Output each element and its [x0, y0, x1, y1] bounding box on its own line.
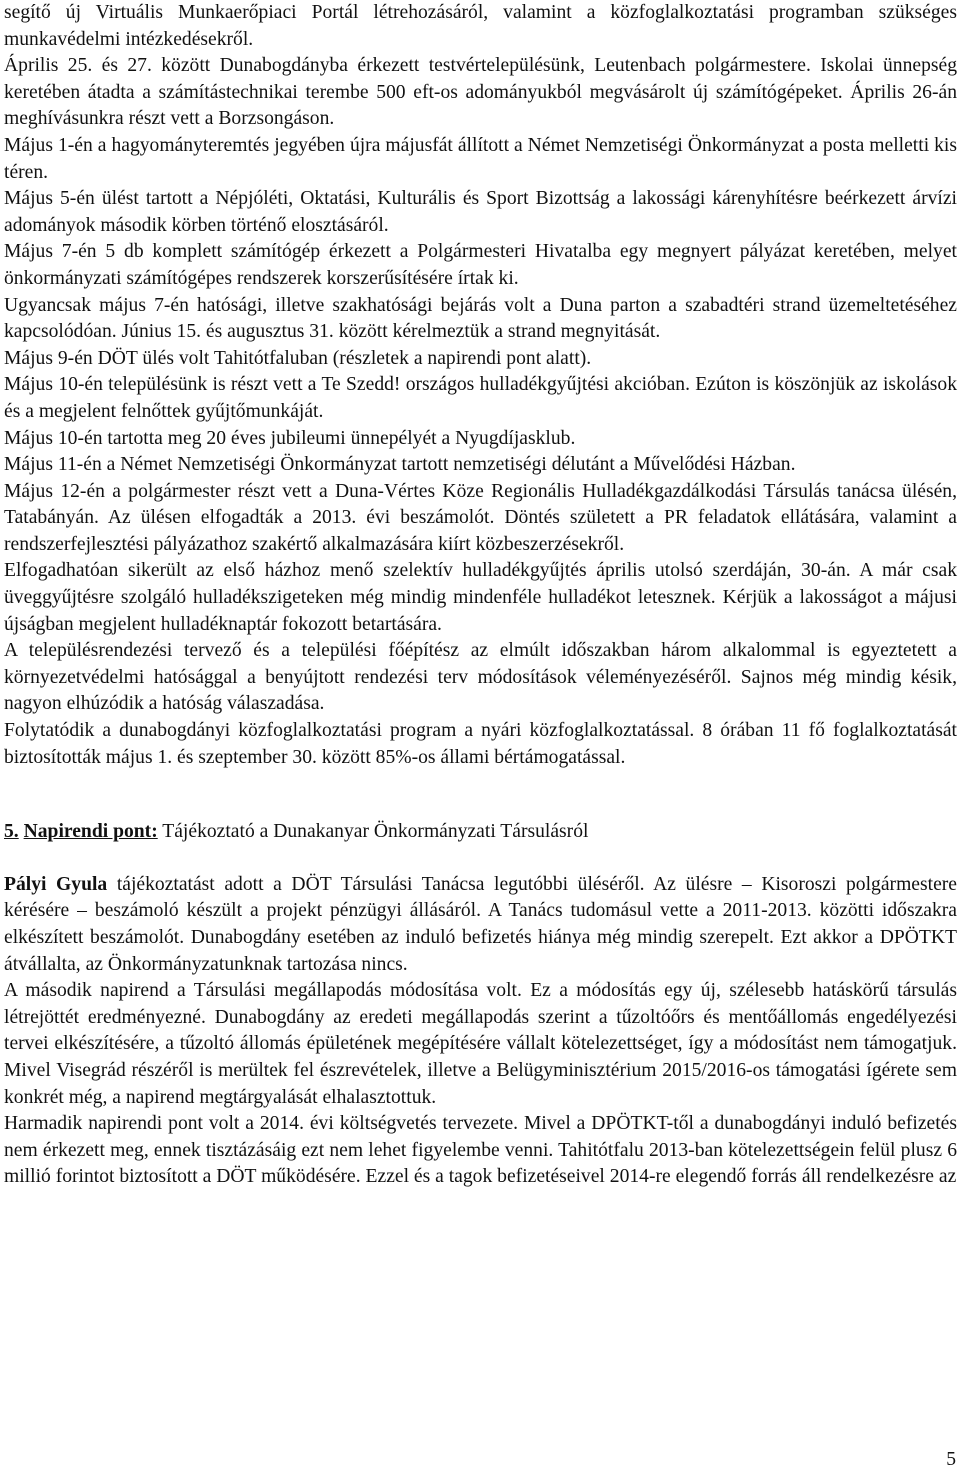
paragraph: Elfogadhatóan sikerült az első házhoz menő szelektív hulladékgyűjtés április utolsó szerdáján, 30-án. A már csak üveggyűjtésre szolgáló hulladékszigeteken még mindig mindenféle hulladékot letesznek. Kérjük a lakosságot a májusi újságban megjelent hulladéknaptár fokozott betartására. [4, 560, 957, 635]
section-number: 5. [4, 821, 19, 843]
section-title: Tájékoztató a Dunakanyar Önkormányzati Társulásról [157, 821, 589, 843]
section-heading [4, 819, 957, 846]
paragraph: Május 5-én ülést tartott a Népjóléti, Oktatási, Kulturális és Sport Bizottság a lakossági kárenyhítésre beérkezett árvízi adományok második körben történő elosztásáról. [4, 188, 957, 236]
paragraph: Május 1-én a hagyományteremtés jegyében újra májusfát állított a Német Nemzetiségi Önkormányzat a posta melletti kis téren. [4, 134, 957, 183]
paragraph: A településrendezési tervező és a települési főépítész az elmúlt időszakban három alkalommal is egyeztetett a környezetvédelmi hatósággal a benyújtott rendezési terv módosítások véleményezéséről. Sajnos még mindig késik, nagyon elhúzódik a hatóság válaszadása. [4, 640, 957, 715]
spacer [4, 771, 957, 797]
paragraph: Május 9-én DÖT ülés volt Tahitótfaluban (részletek a napirendi pont alatt). [4, 347, 592, 369]
paragraph: A második napirend a Társulási megállapodás módosítása volt. Ez a módosítás egy új, szélesebb hatáskörű társulás létrejöttét eredményezné. Dunabogdány az eredeti megállapodás szerint a tűzoltóőrs és mentőállomás engedélyezési tervei elkészítésére, a tűzoltó állomás épületének megépítésére vállalt kötelezettséget, így a módosítást nem támogatjuk. Mivel Visegrád részéről is merültek fel észrevételek, illetve a Belügyminisztérium 2015/2016-os támogatási ígérete sem konkrét még, a napirend megtárgyalását elhalasztottuk. [4, 980, 957, 1108]
speaker-name: Pályi Gyula [4, 873, 108, 895]
document-page [4, 0, 957, 1191]
paragraph: Május 11-én a Német Nemzetiségi Önkormányzat tartott nemzetiségi délutánt a Művelődési Házban. [4, 454, 796, 476]
paragraph: Április 25. és 27. között Dunabogdányba érkezett testvértelepülésünk, Leutenbach polgármestere. Iskolai ünnepség keretében átadta a számítástechnikai terembe 500 eft-os adományukból megvásárolt új számítógépeket. Április 26-án meghívásunkra részt vett a Borzsongáson. [4, 55, 957, 130]
spacer [4, 797, 957, 819]
speaker-text: tájékoztatást adott a DÖT Társulási Tanácsa legutóbbi üléséről. Az ülésre – Kisoroszi polgármestere kérésére – beszámoló készült a projekt pénzügyi állásáról. A Tanács tudomásul vette a 2011-2013. közötti időszakra elkészített beszámolót. Dunabogdány esetében az induló befizetés hiánya még mindig szerepelt. Ezt akkor a DPÖTKT átvállalta, az Önkormányzatunknak tartozása nincs. [4, 873, 957, 975]
paragraph: Harmadik napirendi pont volt a 2014. évi költségvetés tervezete. Mivel a DPÖTKT-től a dunabogdányi induló befizetés nem érkezett meg, ennek tisztázásáig ezt nem lehet figyelembe venni. Tahitótfalu 2013-ban kötelezettségein felül plusz 6 millió forintot biztosított a DÖT működésére. Ezzel és a tagok befizetéseivel 2014-re elegendő forrás áll rendelkezésre az [4, 1113, 957, 1188]
page-number: 5 [946, 1449, 956, 1470]
paragraph: Ugyancsak május 7-én hatósági, illetve szakhatósági bejárás volt a Duna parton a szabadtéri strand üzemeltetéséhez kapcsolódóan. Június 15. és augusztus 31. között kérelmeztük a strand megnyitását. [4, 294, 957, 343]
paragraph: Május 10-én tartotta meg 20 éves jubileumi ünnepélyét a Nyugdíjasklub. [4, 427, 576, 449]
paragraph: Folytatódik a dunabogdányi közfoglalkoztatási program a nyári közfoglalkoztatással. 8 órában 11 fő foglalkoztatását biztosították május 1. és szeptember 30. között 85%-os állami bértámogatással. [4, 720, 957, 768]
paragraph: Május 12-én a polgármester részt vett a Duna-Vértes Köze Regionális Hulladékgazdálkodási Társulás tanácsa ülésén, Tatabányán. Az ülésen elfogadták a 2013. évi beszámolót. Döntés született a PR feladatok ellátására, valamint a rendszerfejlesztési pályázathoz szakértő alkalmazására kiírt közbeszerzésekről. [4, 480, 957, 555]
paragraph: segítő új Virtuális Munkaerőpiaci Portál létrehozásáról, valamint a közfoglalkoztatási programban szükséges munkavédelmi intézkedésekről. [4, 2, 957, 50]
paragraph: Május 10-én településünk is részt vett a Te Szedd! országos hulladékgyűjtési akcióban. Ezúton is köszönjük az iskolások és a megjelent felnőttek gyűjtőmunkáját. [4, 374, 957, 422]
spacer [4, 846, 957, 872]
section-label: Napirendi pont: [23, 821, 158, 843]
speaker-paragraph [4, 872, 957, 978]
paragraph: Május 7-én 5 db komplett számítógép érkezett a Polgármesteri Hivatalba egy megnyert pályázat keretében, melyet önkormányzati számítógépes rendszerek korszerűsítésére írtak ki. [4, 241, 957, 289]
